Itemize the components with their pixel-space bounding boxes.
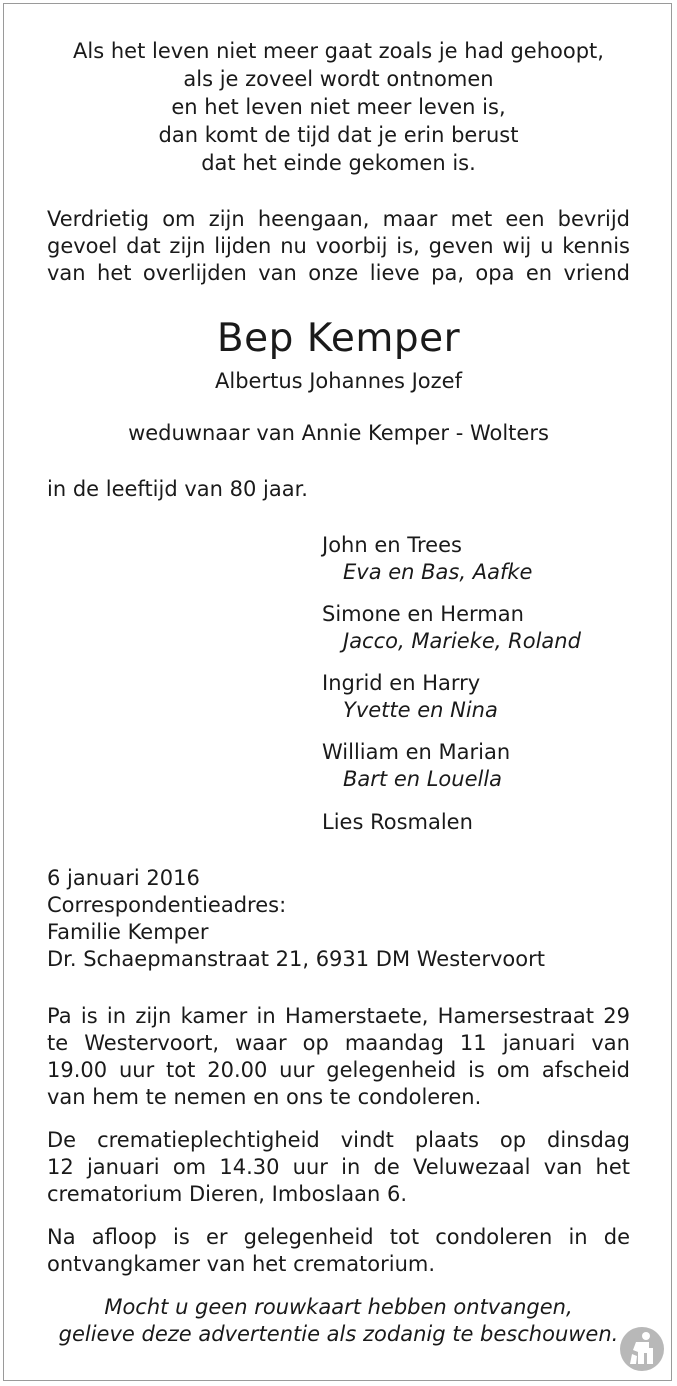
poem-line: dat het einde gekomen is. [201, 151, 476, 175]
address-family: Familie Kemper [47, 920, 209, 944]
family-parents: Ingrid en Harry [322, 671, 481, 695]
poem-line: en het leven niet meer leven is, [171, 95, 506, 119]
closing-line: gelieve deze advertentie als zodanig te beschouwen. [58, 1322, 619, 1346]
paragraph-line: 19.00 uur tot 20.00 uur gelegenheid is om afscheid [47, 1058, 630, 1082]
poem-line: dan komt de tijd dat je erin berust [158, 123, 519, 147]
paragraph-line: crematorium Dieren, Imboslaan 6. [47, 1182, 407, 1206]
memorial-logo-icon [619, 1326, 665, 1372]
intro-line: gevoel dat zijn lijden nu voorbij is, geven wij u kennis [47, 234, 630, 258]
paragraph-line: te Westervoort, waar op maandag 11 januari van [47, 1031, 630, 1055]
family-parents: Lies Rosmalen [322, 810, 473, 834]
deceased-name: Bep Kemper [216, 316, 461, 361]
address-label: Correspondentieadres: [47, 893, 287, 917]
address-street: Dr. Schaepmanstraat 21, 6931 DM Westervoort [47, 947, 545, 971]
family-parents: Simone en Herman [322, 602, 524, 626]
deceased-spouse: weduwnaar van Annie Kemper - Wolters [128, 421, 549, 445]
family-parents: William en Marian [322, 740, 511, 764]
family-children: Eva en Bas, Aafke [343, 560, 533, 584]
family-children: Bart en Louella [343, 767, 503, 791]
family-children: Jacco, Marieke, Roland [343, 629, 581, 653]
intro-line: van het overlijden van onze lieve pa, opa en vriend [47, 261, 630, 285]
paragraph-line: De crematieplechtigheid vindt plaats op dinsdag [47, 1128, 630, 1152]
poem-line: als je zoveel wordt ontnomen [183, 67, 494, 91]
paragraph-line: Pa is in zijn kamer in Hamerstaete, Hamersestraat 29 [47, 1004, 630, 1028]
paragraph-line: Na afloop is er gelegenheid tot condoleren in de [47, 1225, 630, 1249]
notice-date: 6 januari 2016 [47, 866, 200, 890]
paragraph-line: ontvangkamer van het crematorium. [47, 1252, 436, 1276]
family-parents: John en Trees [322, 533, 462, 557]
intro-line: Verdrietig om zijn heengaan, maar met een bevrijd [47, 207, 630, 231]
paragraph-line: 12 januari om 14.30 uur in de Veluwezaal van het [47, 1155, 630, 1179]
family-children: Yvette en Nina [343, 698, 498, 722]
closing-line: Mocht u geen rouwkaart hebben ontvangen, [104, 1295, 573, 1319]
deceased-full-name: Albertus Johannes Jozef [215, 369, 462, 393]
poem-line: Als het leven niet meer gaat zoals je had gehoopt, [73, 39, 604, 63]
deceased-age: in de leeftijd van 80 jaar. [47, 477, 308, 501]
paragraph-line: van hem te nemen en ons te condoleren. [47, 1085, 482, 1109]
